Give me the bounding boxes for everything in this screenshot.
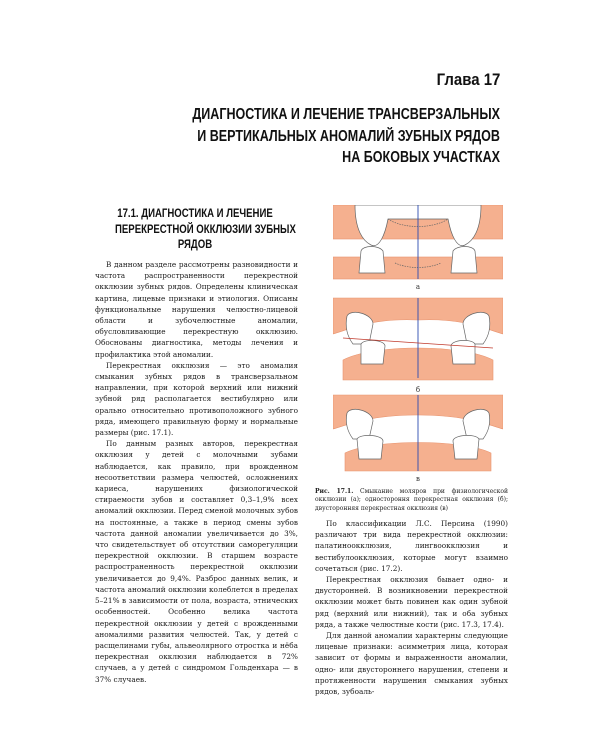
chapter-title-line: НА БОКОВЫХ УЧАСТКАХ <box>342 149 500 166</box>
lower-molar-right <box>451 247 477 274</box>
lower-molar-left <box>359 247 385 274</box>
paragraph: В данном разделе рассмотрены разновидности и частота распространенности перекрестной окклюзии зубных рядов. Определены клиническая картина, лицевые признаки и этиология. Описаны функциональные нарушения челюстно-лицевой области и зубочелюстные аномалии, обусловливающие перекрестную окклюзию. Обоснованы диагностика, методы лечения и профилактика этой аномалии. <box>95 260 298 359</box>
figure-caption-text: Смыкание моляров при физиологической окклюзии (а); одностороння перекрестная окклюзия (б); двусторонняя перекрестная окклюзия (в) <box>315 488 509 512</box>
panel-label-b: б <box>415 386 421 394</box>
figure-caption <box>315 488 508 513</box>
chapter-label: Глава 17 <box>436 70 500 89</box>
chapter-title <box>80 104 500 169</box>
section-title-line: ПЕРЕКРЕСТНОЙ ОККЛЮЗИИ ЗУБНЫХ <box>115 221 296 236</box>
section-title-line: РЯДОВ <box>177 237 213 251</box>
figure-17-1 <box>333 205 503 483</box>
panel-label-c: в <box>416 475 420 483</box>
panel-a-physiological-occlusion <box>333 205 503 291</box>
upper-molar-right <box>463 409 490 439</box>
left-column-text <box>95 259 298 685</box>
lower-molar-right <box>453 435 479 459</box>
chapter-title-line: ДИАГНОСТИКА И ЛЕЧЕНИЕ ТРАНСВЕРЗАЛЬНЫХ <box>192 106 500 123</box>
panel-label-a: а <box>415 283 421 291</box>
lower-molar-right <box>451 340 475 364</box>
section-title <box>95 206 295 253</box>
chapter-title-line: И ВЕРТИКАЛЬНЫХ АНОМАЛИЙ ЗУБНЫХ РЯДОВ <box>197 127 500 145</box>
lower-molar-left <box>357 435 383 459</box>
upper-molar-right <box>463 312 490 344</box>
paragraph: По классификации Л.С. Персина (1990) различают три вида перекрестной окклюзии: палатиноокклюзия, лингвоокклюзия и вестибулоокклюзия, которые могут взаимно сочетаться (рис. 17.2). <box>315 519 508 573</box>
panel-c-bilateral-crossbite <box>333 395 503 483</box>
panel-b-unilateral-crossbite <box>333 298 503 394</box>
paragraph: Для данной аномалии характерны следующие лицевые признаки: асимметрия лица, которая зависит от формы и выраженности аномалии, одно- или двустороннего нарушения, степени и протяженности нарушения смыкания зубных рядов, зубоаль- <box>315 631 508 697</box>
section-title-line: 17.1. ДИАГНОСТИКА И ЛЕЧЕНИЕ <box>117 206 273 220</box>
paragraph: Перекрестная окклюзия бывает одно- и двусторонней. В возникновении перекрестной окклюзии может быть повинен как один зубной ряд (верхний или нижний), так и оба зубных ряда, а также челюстные кости (рис. 17.3, 17.4). <box>315 575 508 629</box>
paragraph: Перекрестная окклюзия — это аномалия смыкания зубных рядов в трансверзальном направлении, при которой верхний или нижний зубной ряд располагается вестибулярно или орально относительно противоположного зубного ряда, имеющего правильную форму и нормальные размеры (рис. 17.1). <box>95 360 298 438</box>
paragraph: По данным разных авторов, перекрестная окклюзия у детей с молочными зубами наблюдается, как правило, при врожденном несоответствии размера челюстей, осложнениях кариеса, нарушениях физиологической стираемости зубов и составляет 0,3–1,9% всех аномалий окклюзии. Перед сменой молочных зубов на постоянные, а также в период смены зубов частота данной аномалии увеличивается до 3%, что свидетельствует об отсутствии саморегуляции перекрестной окклюзии. В старшем возрасте распространенность перекрестной окклюзии увеличивается до 9,4%. Разброс данных велик, и частота аномалий окклюзии колеблется в пределах 5–21% в зависимости от пола, возраста, этнических особенностей. Особенно велика частота перекрестной окклюзии у детей с врожденными аномалиями развития челюстей. Так, у детей с расщелинами губы, альвеолярного отростка и нёба перекрестная окклюзия наблюдается в 72% случаев, а у детей с синдромом Гольденхара — в 37% случаев. <box>95 439 298 684</box>
right-column-text <box>315 518 508 697</box>
upper-molar-left <box>346 409 373 439</box>
molar-occlusion-illustration <box>333 205 503 483</box>
lower-molar-left <box>361 340 385 364</box>
figure-caption-number: Рис. 17.1. <box>315 488 354 495</box>
